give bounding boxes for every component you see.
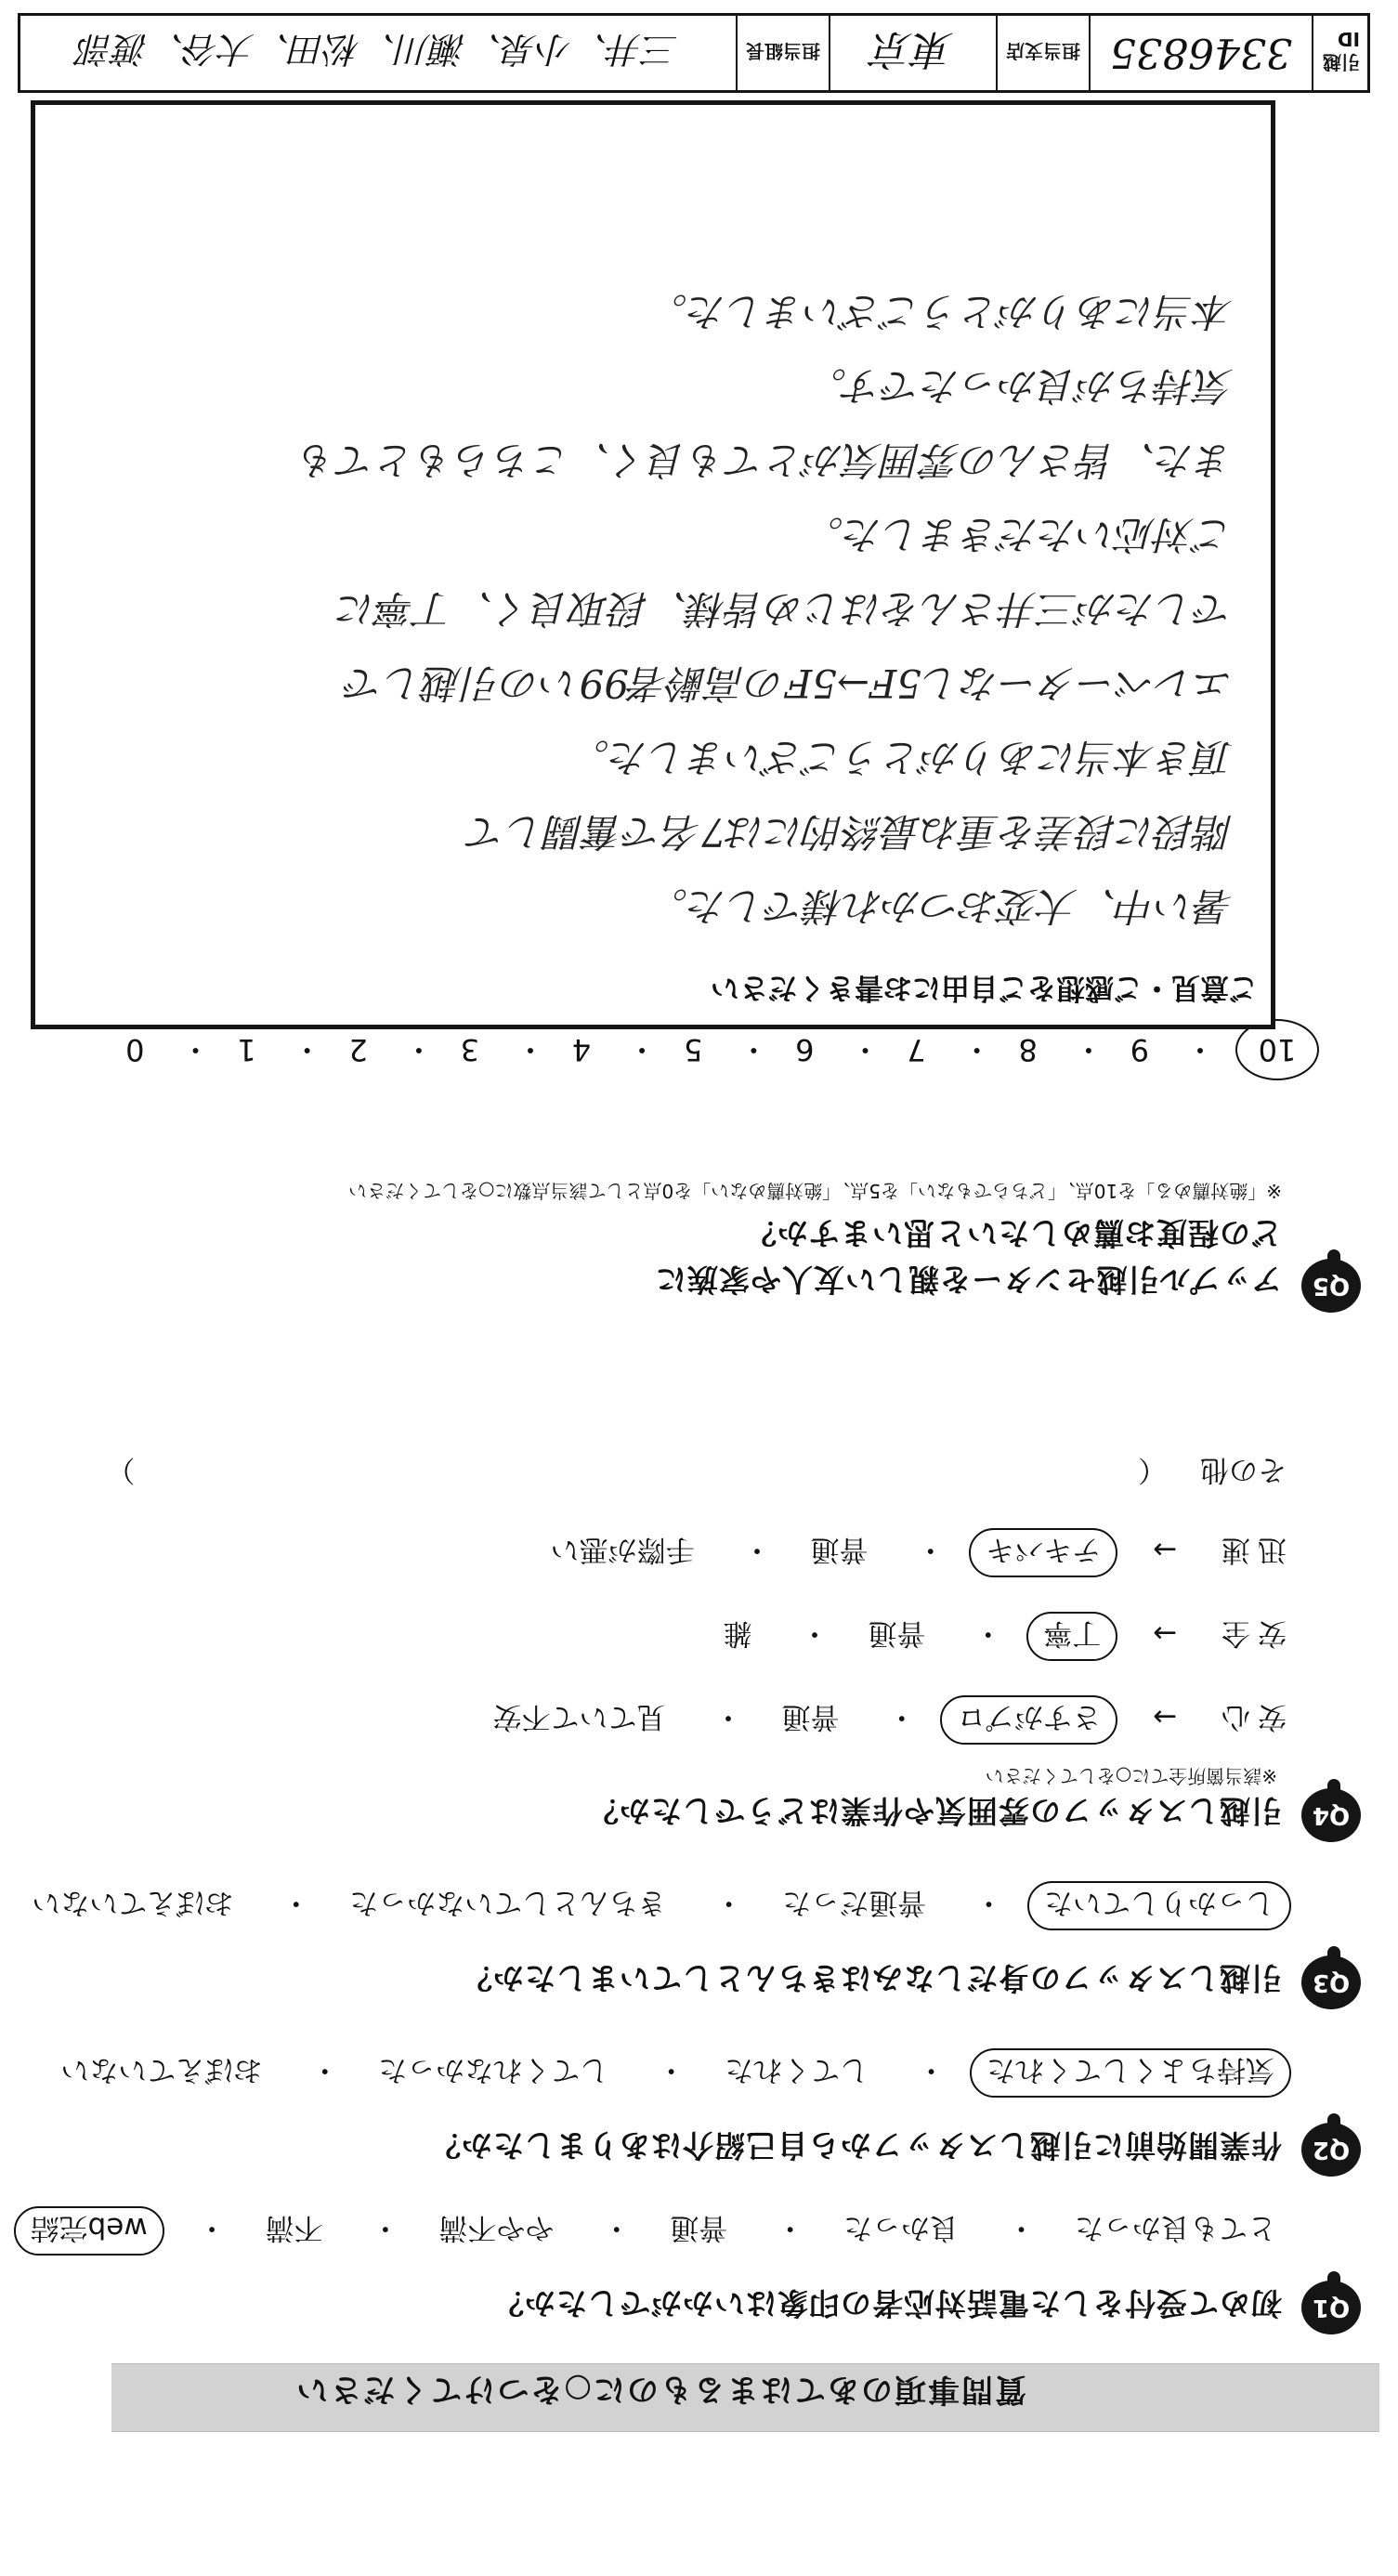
q1-option[interactable]: やや不満 <box>438 2211 555 2244</box>
arrow-icon: → <box>1153 1533 1178 1566</box>
q4-row-label: 安心 <box>1214 1700 1287 1733</box>
q5-score[interactable]: 3 <box>460 1032 479 1067</box>
q4-option[interactable]: 普通 <box>810 1533 869 1566</box>
q5-scale: 10・ 9・ 8・ 7・ 6・ 5・ 4・ 3・ 2・ 1・ 0 <box>119 1019 1319 1080</box>
q5-score[interactable]: 9 <box>1130 1032 1150 1067</box>
branch-value[interactable]: 東京 <box>829 16 996 90</box>
q2-option[interactable]: してくれた <box>725 2053 869 2086</box>
q4-row-jinsoku: 迅速 → テキパキ・ 普通・ 手際が悪い <box>529 1528 1287 1577</box>
q4-option[interactable]: 手際が悪い <box>550 1533 695 1566</box>
q4-other-close: ） <box>106 1453 136 1486</box>
q3-badge: Q3 <box>1301 1955 1361 2009</box>
comment-line: 気持ちが良かったです。 <box>807 363 1234 409</box>
q5-note: ※「絶対薦める」を10点、「どちらでもない」を5点、「絶対薦めない」を0点として該当点数に○をしてください <box>348 1180 1282 1202</box>
q3-option[interactable]: きちんとしていなかった <box>349 1886 667 1919</box>
q4-other-label: その他 <box>1200 1453 1287 1486</box>
q4-row-anzen: 安全 → 丁寧・ 普通・ 雑 <box>701 1612 1287 1661</box>
q4-option[interactable]: 普通 <box>868 1616 926 1650</box>
q4-option[interactable]: 雑 <box>723 1616 752 1650</box>
q4-other-open: （ <box>1138 1453 1168 1486</box>
q3-options: しっかりしていた・ 普通だった・ きちんとしていなかった・ おぼえていない <box>9 1881 1291 1930</box>
q1-options: とても良かった・ 良かった・ 普通・ やや不満・ 不満・ web完結 <box>7 2206 1291 2256</box>
q4-row-label: 迅速 <box>1214 1533 1287 1566</box>
q2-options: 気持ちよくしてくれた・ してくれた・ してくれなかった・ おぼえていない <box>38 2048 1291 2098</box>
move-id-value[interactable]: 3346835 <box>1089 16 1312 90</box>
q5-score-selected[interactable]: 10 <box>1235 1019 1319 1080</box>
q4-option[interactable]: 見ていて不安 <box>492 1700 666 1733</box>
q1-option[interactable]: 不満 <box>265 2211 323 2244</box>
comment-line: 階段に段差を重ね最終的には7名で奮闘して <box>467 809 1234 855</box>
q4-option-selected[interactable]: テキパキ <box>969 1528 1117 1577</box>
staff-label: 担当組長 <box>736 16 829 90</box>
q1-text: 初めて受付をした電話対応者の印象はいかがでしたか？ <box>492 2285 1282 2321</box>
branch-label: 担当支店 <box>996 16 1089 90</box>
q4-option-selected[interactable]: 丁寧 <box>1026 1612 1117 1661</box>
q5-score[interactable]: 4 <box>571 1032 592 1067</box>
q1-option-selected[interactable]: web完結 <box>14 2206 164 2256</box>
comment-line: 頂き本当にありがとうございました。 <box>569 735 1234 780</box>
q4-other-row <box>106 1452 1287 1494</box>
q4-text: 引越しスタッフの雰囲気や作業はどうでしたか？ <box>587 1793 1282 1829</box>
instructions-banner <box>111 2363 1379 2432</box>
banner-text: 質問事項のあてはまるものに○をつけてください <box>294 2371 1026 2408</box>
q5-score[interactable]: 2 <box>348 1032 368 1067</box>
move-id-label: 引越ID <box>1312 16 1367 90</box>
arrow-icon: → <box>1153 1700 1178 1733</box>
q3-option-selected[interactable]: しっかりしていた <box>1027 1881 1291 1930</box>
q4-note: ※該当箇所全てに○をしてください <box>985 1765 1277 1787</box>
comment-line: 本当にありがとうございました。 <box>647 289 1234 334</box>
q2-badge: Q2 <box>1301 2123 1361 2177</box>
q5-score[interactable]: 5 <box>683 1032 703 1067</box>
q2-option-selected[interactable]: 気持ちよくしてくれた <box>970 2048 1291 2098</box>
q4-option[interactable]: 普通 <box>781 1700 840 1733</box>
q3-option[interactable]: おぼえていない <box>32 1886 234 1919</box>
q5-badge: Q5 <box>1301 1259 1361 1313</box>
q1-option[interactable]: とても良かった <box>1075 2211 1276 2244</box>
q4-row-label: 安全 <box>1214 1616 1287 1650</box>
q5-score[interactable]: 0 <box>125 1032 145 1067</box>
comment-line: でしたが三井さんをはじめ皆様、段取良く、丁寧に <box>336 586 1234 632</box>
q1-option[interactable]: 普通 <box>670 2211 728 2244</box>
q4-badge: Q4 <box>1301 1788 1361 1842</box>
comment-line: 暑い中、大変おつかれ様でした。 <box>648 883 1234 929</box>
staff-value[interactable]: 三井、小泉、瀬川、松田、大谷、渡部 <box>78 29 679 71</box>
q5-text-line1: アップル引越センターを親しい友人や家族に <box>654 1262 1282 1298</box>
comment-line: また、皆さんの雰囲気がとても良く、こちらもとても <box>297 438 1234 483</box>
q2-option[interactable]: してくれなかった <box>378 2053 609 2086</box>
comment-line: ご対応いただきました。 <box>804 512 1234 557</box>
q2-text: 作業開始前に引越しスタッフから自己紹介はありましたか？ <box>429 2127 1282 2164</box>
q5-score[interactable]: 1 <box>237 1032 256 1067</box>
comments-title: ご意見・ご感想をご自由にお書きください <box>711 971 1258 1004</box>
info-table <box>18 13 1370 93</box>
arrow-icon: → <box>1153 1616 1178 1650</box>
q4-row-anshin: 安心 → さすがプロ・ 普通・ 見ていて不安 <box>471 1695 1287 1745</box>
q3-option[interactable]: 普通だった <box>782 1886 927 1919</box>
q1-badge: Q1 <box>1301 2281 1361 2334</box>
q5-text-line2: どの程度お薦めしたいと思いますか？ <box>745 1215 1282 1251</box>
q5-score[interactable]: 6 <box>795 1032 815 1067</box>
q4-option-selected[interactable]: さすがプロ <box>940 1695 1117 1745</box>
q1-option[interactable]: 良かった <box>843 2211 960 2244</box>
q5-score[interactable]: 7 <box>907 1032 926 1067</box>
q5-score[interactable]: 8 <box>1018 1032 1038 1067</box>
q2-option[interactable]: おぼえていない <box>60 2053 263 2086</box>
comments-box[interactable] <box>31 100 1275 1029</box>
q3-text: 引越しスタッフの身だしなみはきちんとしていましたか？ <box>461 1960 1282 1996</box>
comment-line: エレベーターなし5F→5Fの高齢者99いの引越しで <box>345 660 1234 706</box>
